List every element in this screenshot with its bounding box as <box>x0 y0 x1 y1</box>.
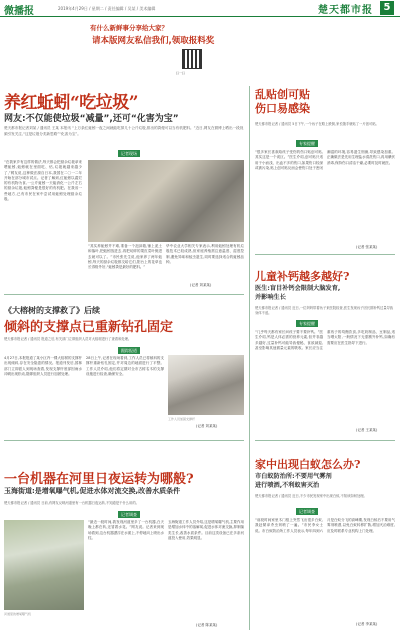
story2-title: 乱贴创可贴 伤口易感染 <box>255 88 310 115</box>
story3-tag: 专家提醒 <box>296 320 318 327</box>
story5-end: (记者 陈某某) <box>196 623 218 627</box>
story5-col2: 玉海街道工作人员介绍,这是增氧曝气机,主要作用是增加水体中的溶解氧,促进水体对流交换,抑制藻类生长,改善水质条件。目前这类设备已在多条河道投入使用,效果明显。 <box>168 520 244 540</box>
story6-title: 家中出现白蚁怎么办? <box>255 458 361 471</box>
story4-end: (记者 刘某某) <box>196 424 218 428</box>
divider <box>4 440 244 441</box>
story1-col1: “在我家乡有这样的做法,每天都会把厨余垃圾拿来喂蚯蚓,蚯蚓就在里面吃、钻,垃圾就越来越少了,”网友说,这种做法源自日本,我国在二〇一二年开始在部分城市试点。记者了解到,红蚯蚓以腐烂的有机物为食,一公斤蚯蚓一天能消化一公斤左右的厨余垃圾,蚯蚓粪便是很好的有机肥。在我省一些地方,已有市民在家中尝试用蚯蚓处理厨余垃圾。 <box>4 160 82 202</box>
story3-body: “几乎每天都有家长问孩子要不要补钙。”医生介绍,钙是人体必需的营养元素,但并非越多越好,过量补钙可能导致便秘、食欲减退,甚至影响其他微量元素的吸收。家长应当注重孩子的均衡饮食,多吃奶制品、豆制品,适当晒太阳,一般情况下无需额外补钙,如确有需要应在医生指导下进行。 <box>255 330 395 350</box>
story6-byline: 楚天都市报记者 / 通讯员 近日,不少市民发现家中出现白蚁,不知该如何处理。 <box>255 494 367 498</box>
section-title: 微播报 <box>4 6 34 17</box>
story4-title: 倾斜的支撑点已重新钻孔固定 <box>4 320 174 335</box>
column-divider <box>249 86 250 630</box>
story2-tag: 专家提醒 <box>296 140 318 147</box>
divider <box>4 294 244 295</box>
story1-col3: 华中农业大学相关专家表示,利用蚯蚓处理有机垃圾技术已较成熟,但家庭养殖需注意温度、湿度控制,避免异味和蚊虫滋生,同时要选择适合的蚯蚓品种。 <box>166 244 244 264</box>
story1-lede: 楚天都市报记者刘某 / 通讯员 王某 本报讯 “上万条红蚯蚓一夜之间就能吃掉几十公斤垃圾,排出的粪便可以当有机肥料。”近日,网友在微博上晒出一段视频引发关注,“这是垃圾分类新思路”“化害为宝”。 <box>4 126 244 136</box>
story5-subtitle: 玉海街道:是增氧曝气机,促进水体对流交换,改善水质条件 <box>4 487 181 495</box>
story5-photo <box>4 520 84 610</box>
story3-byline: 楚天都市报记者 / 通讯员 近日,一位妈妈带着孩子来医院检查,医生发现孩子因长期补钙过量导致身体不适。 <box>255 306 394 315</box>
story5-title: 一台机器在河里日夜运转为哪般? <box>4 472 194 487</box>
story6-end: (记者 李某某) <box>356 622 378 626</box>
story5-tag: 记者调查 <box>118 511 140 518</box>
story4-photo <box>168 355 244 415</box>
story4-byline: 楚天都市报记者 / 通讯员 报道之后,有关部门立即组织人员对大榕树进行了查看和处理。 <box>4 337 132 341</box>
banner-line-1: 有什么新鲜事分享给大家？ <box>90 24 168 32</box>
story2-body: “很多家长喜欢给孩子受伤的伤口贴创可贴,其实这是一个误区。”医生介绍,创可贴只适用于小而浅、出血不多的伤口,如果伤口较深或被污染,贴上创可贴反而会使伤口处于密闭潮湿的环境,容易滋生细菌,导致感染加重。正确做法是先用生理盐水清洗伤口,再用碘伏消毒,保持伤口清洁干燥,必要时及时就医。 <box>255 150 395 170</box>
story1-tag: 记者现场 <box>118 150 140 157</box>
story1-title: 养红蚯蚓“吃垃圾” <box>4 93 139 113</box>
story1-col2: “其实养蚯蚓并不难,准备一个泡沫箱,铺上泥土和落叶,把蚯蚓放进去,再把切碎的果皮菜叶倒进去就可以了。”市民张先生说,他家养了两年蚯蚓,每天的厨余垃圾都交给它们,阳台上的花草也长得格外好,“蚯蚓粪是最好的肥料。” <box>88 244 162 270</box>
header-meta: 2019年4月29日 / 星期二 / 责任编辑 / 吴某 / 美术编辑 <box>58 6 156 11</box>
story3-title: 儿童补钙越多越好? <box>255 270 350 283</box>
page-number: 5 <box>380 1 394 15</box>
story1-subtitle: 网友:不仅能使垃圾“减量”,还可“化害为宝” <box>4 114 179 124</box>
story6-subtitle: 市白蚁防治所:不要用气雾剂 进行喷洒,不利蚁害灭治 <box>255 473 332 489</box>
story4-col2: 28日上午,记者在现场看到,工作人员已将倾斜的支撑杆重新钻孔固定,并对周边的地面进行了平整。工作人员介绍,他们将定期对全市古树名木的支撑设施进行检查,确保安全。 <box>86 356 164 376</box>
story5-byline: 楚天都市报记者 / 通讯员 日前,有网友反映河道里有一台机器日夜运转,不知道是干什么用的。 <box>4 501 139 505</box>
story4-kicker: 《大榕树的支撑救了》后续 <box>4 306 100 315</box>
story2-byline: 楚天都市报记者 / 通讯员 5日下午,一个孩子在路上跌倒,家长随手就贴了一片创可贴。 <box>255 122 379 126</box>
story4-col1: 4月27日,本报报道了某小区内一棵大榕树的支撑杆出现倾斜,存在安全隐患的情况。报道刊发后,园林部门立即派人到现场查看,发现支撑杆底部因雨水冲刷出现松动,随即组织人员进行加固处理。 <box>4 356 82 376</box>
banner-line-2: 请本版网友私信我们,领取报料奖 <box>92 36 215 46</box>
story4-tag: 跟踪报道 <box>118 347 140 354</box>
story2-end: (记者 张某某) <box>356 245 378 249</box>
story1-end: (记者 刘某某) <box>190 283 212 287</box>
story4-photo-caption: 工作人员加固支撑杆 <box>168 417 196 421</box>
story6-tag: 记者调查 <box>296 508 318 515</box>
page-header <box>0 0 400 17</box>
story3-end: (记者 王某某) <box>356 428 378 432</box>
newspaper-logo: 楚天都市报 <box>318 5 373 16</box>
story5-photo-caption: 河道里的增氧曝气机 <box>4 612 32 616</box>
story1-photo <box>88 160 244 242</box>
divider <box>255 254 395 255</box>
qr-code-icon[interactable] <box>182 49 202 69</box>
divider <box>255 440 395 441</box>
qr-caption: 扫一扫 <box>176 71 186 75</box>
tip-banner <box>78 22 316 74</box>
story3-subtitle: 医生:盲目补钙会限制大脑发育, 并影响生长 <box>255 285 341 301</box>
story6-body: “前段时间家里木门框上突然飞出很多白蚁,我赶紧拿杀虫剂喷了一遍。”市民李女士说。市白蚁防治所工作人员表示,每年四到六月是白蚁分飞的高峰期,发现白蚁后不要用气雾剂喷洒,以免白蚁转移扩散,增加灭治难度,应及时联系专业机构上门处理。 <box>255 518 395 533</box>
story5-col1: “最近一段时间,我发现河道里多了一台机器,白天晚上都在转,还冒着水花。”网友说。记者来到现场看到,这台机器漂浮在水面上,不停地向上喷出水柱。 <box>88 520 164 540</box>
